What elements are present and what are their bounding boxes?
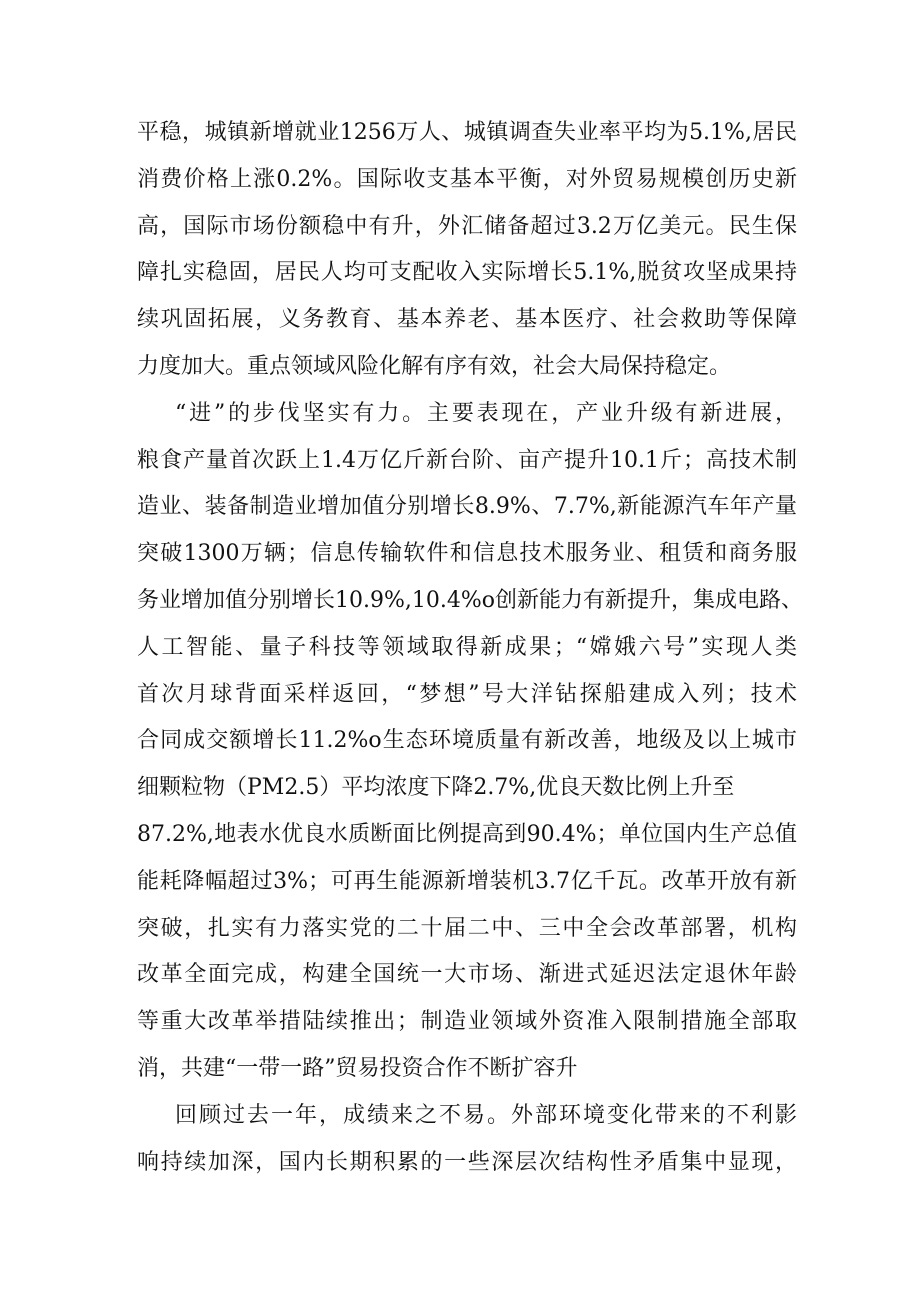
- document-body: [137, 110, 804, 1186]
- paragraph-3-line-2: 响持续加深，国内长期积累的一些深层次结构性矛盾集中显现，: [137, 1149, 797, 1175]
- paragraph-2-line-10: 87.2%,地表水优良水质断面比例提高到90.4%；单位国内生产总值: [137, 821, 797, 847]
- paragraph-2-line-3: 造业、装备制造业增加值分别增长8.9%、7.7%,新能源汽车年产量: [137, 494, 797, 520]
- paragraph-2-line-5: 务业增加值分别增长10.9%,10.4%o创新能力有新提升，集成电路、: [137, 587, 804, 613]
- paragraph-3-line-1: 回顾过去一年，成绩来之不易。外部环境变化带来的不利影: [175, 1102, 797, 1128]
- paragraph-1-line-5: 续巩固拓展，义务教育、基本养老、基本医疗、社会救助等保障: [137, 307, 797, 333]
- paragraph-1-line-2: 消费价格上涨0.2%。国际收支基本平衡，对外贸易规模创历史新: [137, 166, 797, 192]
- paragraph-2-line-14: 等重大改革举措陆续推出；制造业领域外资准入限制措施全部取: [137, 1009, 797, 1035]
- paragraph-2-line-9: 细颗粒物（PM2.5）平均浓度下降2.7%,优良天数比例上升至: [137, 775, 735, 801]
- paragraph-2-line-12: 突破，扎实有力落实党的二十届二中、三中全会改革部署，机构: [137, 915, 797, 941]
- paragraph-2-line-8: 合同成交额增长11.2%o生态环境质量有新改善，地级及以上城市: [137, 728, 797, 754]
- paragraph-1-line-1: 平稳，城镇新增就业1256万人、城镇调查失业率平均为5.1%,居民: [137, 120, 797, 145]
- paragraph-2-line-7: 首次月球背面采样返回，“梦想”号大洋钻探船建成入列；技术: [137, 681, 797, 707]
- paragraph-1-line-6: 力度加大。重点领域风险化解有序有效，社会大局保持稳定。: [137, 353, 732, 379]
- paragraph-2-line-11: 能耗降幅超过3%；可再生能源新增装机3.7亿千瓦。改革开放有新: [137, 868, 797, 894]
- paragraph-2-line-4: 突破1300万辆；信息传输软件和信息技术服务业、租赁和商务服: [137, 541, 797, 567]
- paragraph-1-line-3: 高，国际市场份额稳中有升，外汇储备超过3.2万亿美元。民生保: [137, 213, 797, 239]
- paragraph-2-line-6: 人工智能、量子科技等领域取得新成果；“嫦娥六号”实现人类: [137, 634, 797, 660]
- paragraph-2-line-2: 粮食产量首次跃上1.4万亿斤新台阶、亩产提升10.1斤；高技术制: [137, 447, 797, 473]
- paragraph-2-line-13: 改革全面完成，构建全国统一大市场、渐进式延迟法定退休年龄: [137, 962, 797, 988]
- paragraph-2-line-1: “进”的步伐坚实有力。主要表现在，产业升级有新进展，: [175, 400, 797, 426]
- paragraph-2-line-15: 消，共建“一带一路”贸易投资合作不断扩容升: [137, 1055, 578, 1081]
- paragraph-1-line-4: 障扎实稳固，居民人均可支配收入实际增长5.1%,脱贫攻坚成果持: [137, 260, 797, 286]
